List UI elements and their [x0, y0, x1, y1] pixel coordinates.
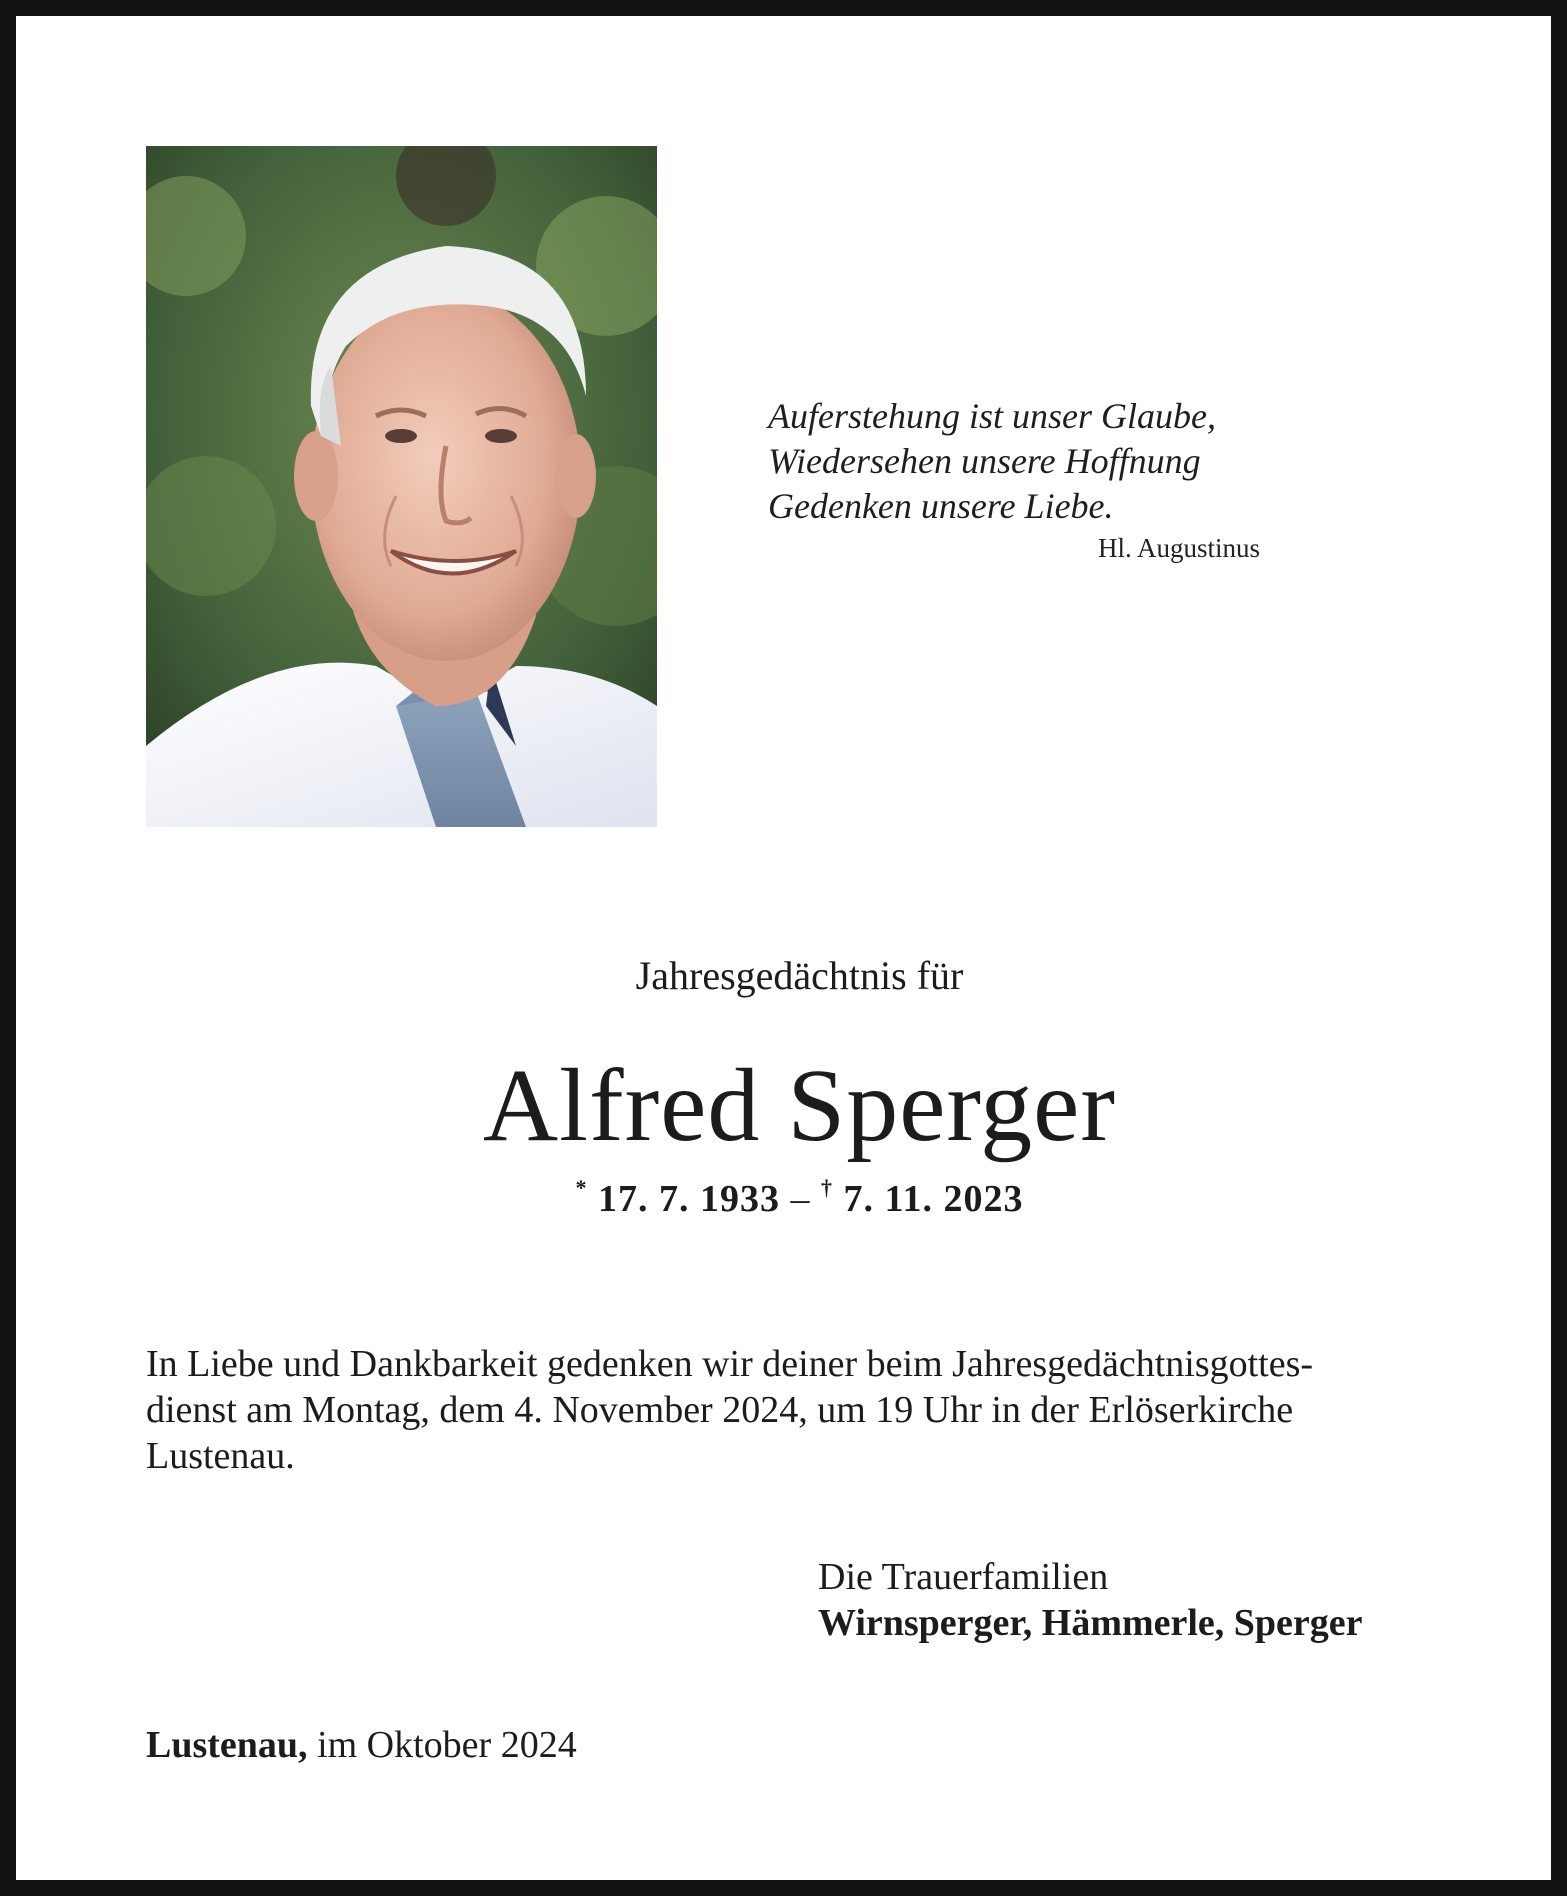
birth-star-icon: * [575, 1175, 588, 1200]
deceased-name: Alfred Sperger [483, 1048, 1116, 1163]
issue-date: im Oktober 2024 [317, 1724, 577, 1766]
place-name: Lustenau, [146, 1724, 308, 1766]
sign-off-label: Die Trauerfamilien [818, 1556, 1109, 1598]
quote-line: Auferstehung ist unser Glaube, [768, 396, 1216, 436]
memorial-service-text [146, 1341, 1456, 1479]
epigraph-quote [768, 394, 1288, 529]
mourning-families [818, 1554, 1458, 1646]
portrait-illustration [146, 146, 657, 827]
birth-date: 17. 7. 1933 [598, 1178, 781, 1220]
place-and-date [146, 1722, 577, 1768]
quote-author: Hl. Augustinus [1097, 533, 1260, 563]
portrait-photo [146, 146, 657, 827]
body-line: In Liebe und Dankbarkeit gedenken wir deiner beim Jahresgedächtnisgottes- [146, 1343, 1314, 1385]
quote-line: Wiedersehen unsere Hoffnung [768, 441, 1201, 481]
body-line: dienst am Montag, dem 4. November 2024, um 19 Uhr in der Erlöserkirche [146, 1389, 1294, 1431]
dates-separator: – [790, 1178, 811, 1220]
memorial-intro: Jahresgedächtnis für [635, 953, 964, 998]
quote-line: Gedenken unsere Liebe. [768, 486, 1114, 526]
life-dates [146, 1176, 1453, 1222]
death-cross-icon: † [821, 1175, 834, 1200]
family-names: Wirnsperger, Hämmerle, Sperger [818, 1602, 1363, 1644]
body-line: Lustenau. [146, 1435, 295, 1477]
death-date: 7. 11. 2023 [843, 1178, 1024, 1220]
